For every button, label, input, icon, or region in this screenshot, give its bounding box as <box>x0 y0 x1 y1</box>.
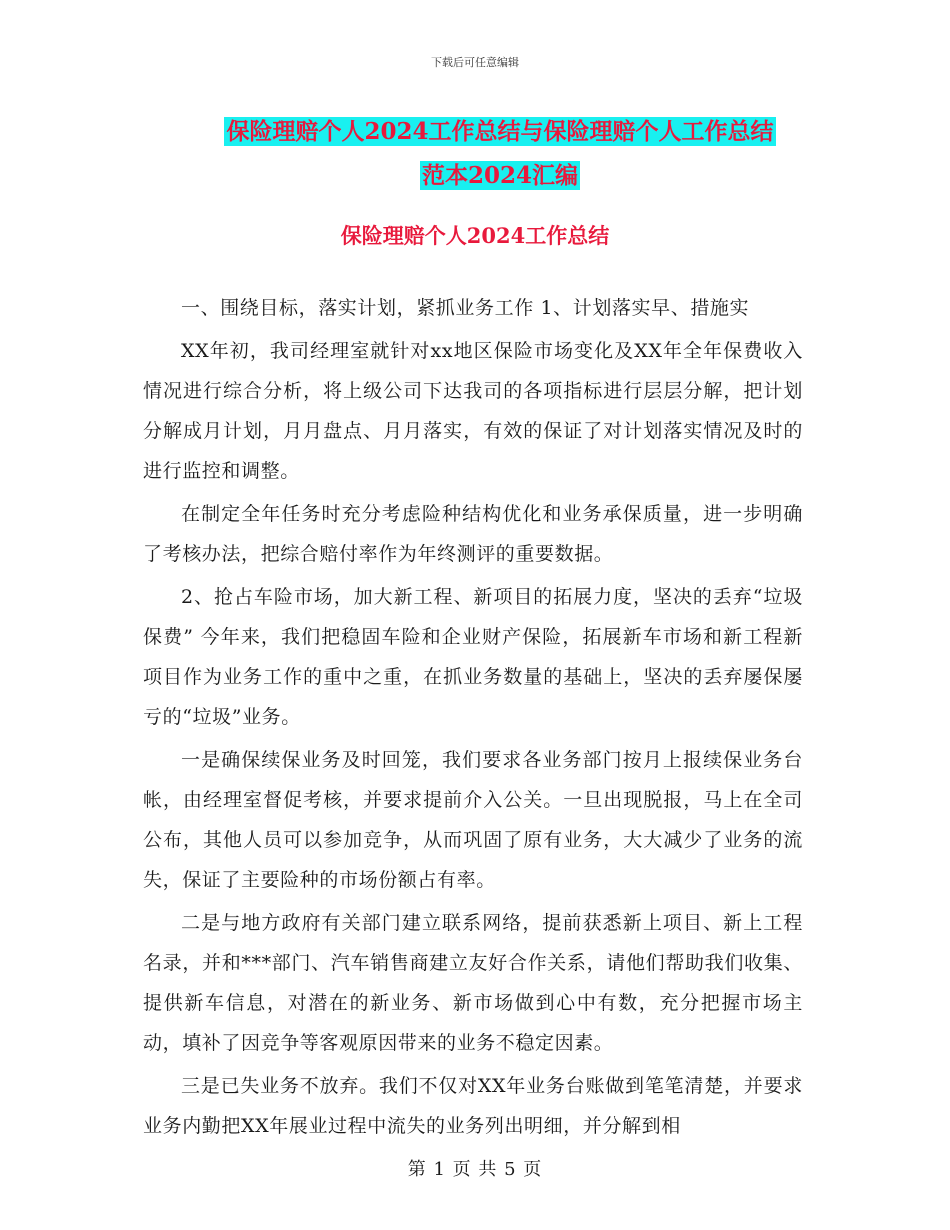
document-title-line-2: 范本2024汇编 <box>421 162 578 189</box>
page-header-note: 下载后可任意编辑 <box>431 56 519 69</box>
page-number: 第 1 页 共 5 页 <box>407 1159 543 1180</box>
paragraph: 2、抢占车险市场，加大新工程、新项目的拓展力度，坚决的丢弃“垃圾保费” 今年来，我们把稳固车险和企业财产保险，拓展新车市场和新工程新项目作为业务工作的重中之重，在抓业务数量的基础上，坚决的丢弃屡保屡亏的“垃圾”业务。 <box>143 586 803 728</box>
paragraph: 一、围绕目标，落实计划，紧抓业务工作 1、计划落实早、措施实 <box>181 297 750 319</box>
document-body <box>143 288 803 1149</box>
document-title-line-1: 保险理赔个人2024工作总结与保险理赔个人工作总结 <box>226 118 774 145</box>
paragraph: 三是已失业务不放弃。我们不仅对XX年业务台账做到笔笔清楚，并要求业务内勤把XX年展业过程中流失的业务列出明细，并分解到相 <box>143 1075 803 1137</box>
paragraph: XX年初，我司经理室就针对xx地区保险市场变化及XX年全年保费收入情况进行综合分析，将上级公司下达我司的各项指标进行层层分解，把计划分解成月计划，月月盘点、月月落实，有效的保证了对计划落实情况及时的进行监控和调整。 <box>143 340 803 482</box>
paragraph: 二是与地方政府有关部门建立联系网络，提前获悉新上项目、新上工程名录，并和***部门、汽车销售商建立友好合作关系，请他们帮助我们收集、提供新车信息，对潜在的新业务、新市场做到心中有数，充分把握市场主动，填补了因竞争等客观原因带来的业务不稳定因素。 <box>143 912 803 1054</box>
section-title: 保险理赔个人2024工作总结 <box>340 223 610 248</box>
document-title <box>140 110 860 198</box>
paragraph: 一是确保续保业务及时回笼，我们要求各业务部门按月上报续保业务台帐，由经理室督促考核，并要求提前介入公关。一旦出现脱报，马上在全司公布，其他人员可以参加竞争，从而巩固了原有业务，大大减少了业务的流失，保证了主要险种的市场份额占有率。 <box>143 749 803 891</box>
paragraph: 在制定全年任务时充分考虑险种结构优化和业务承保质量，进一步明确了考核办法，把综合赔付率作为年终测评的重要数据。 <box>143 503 803 565</box>
